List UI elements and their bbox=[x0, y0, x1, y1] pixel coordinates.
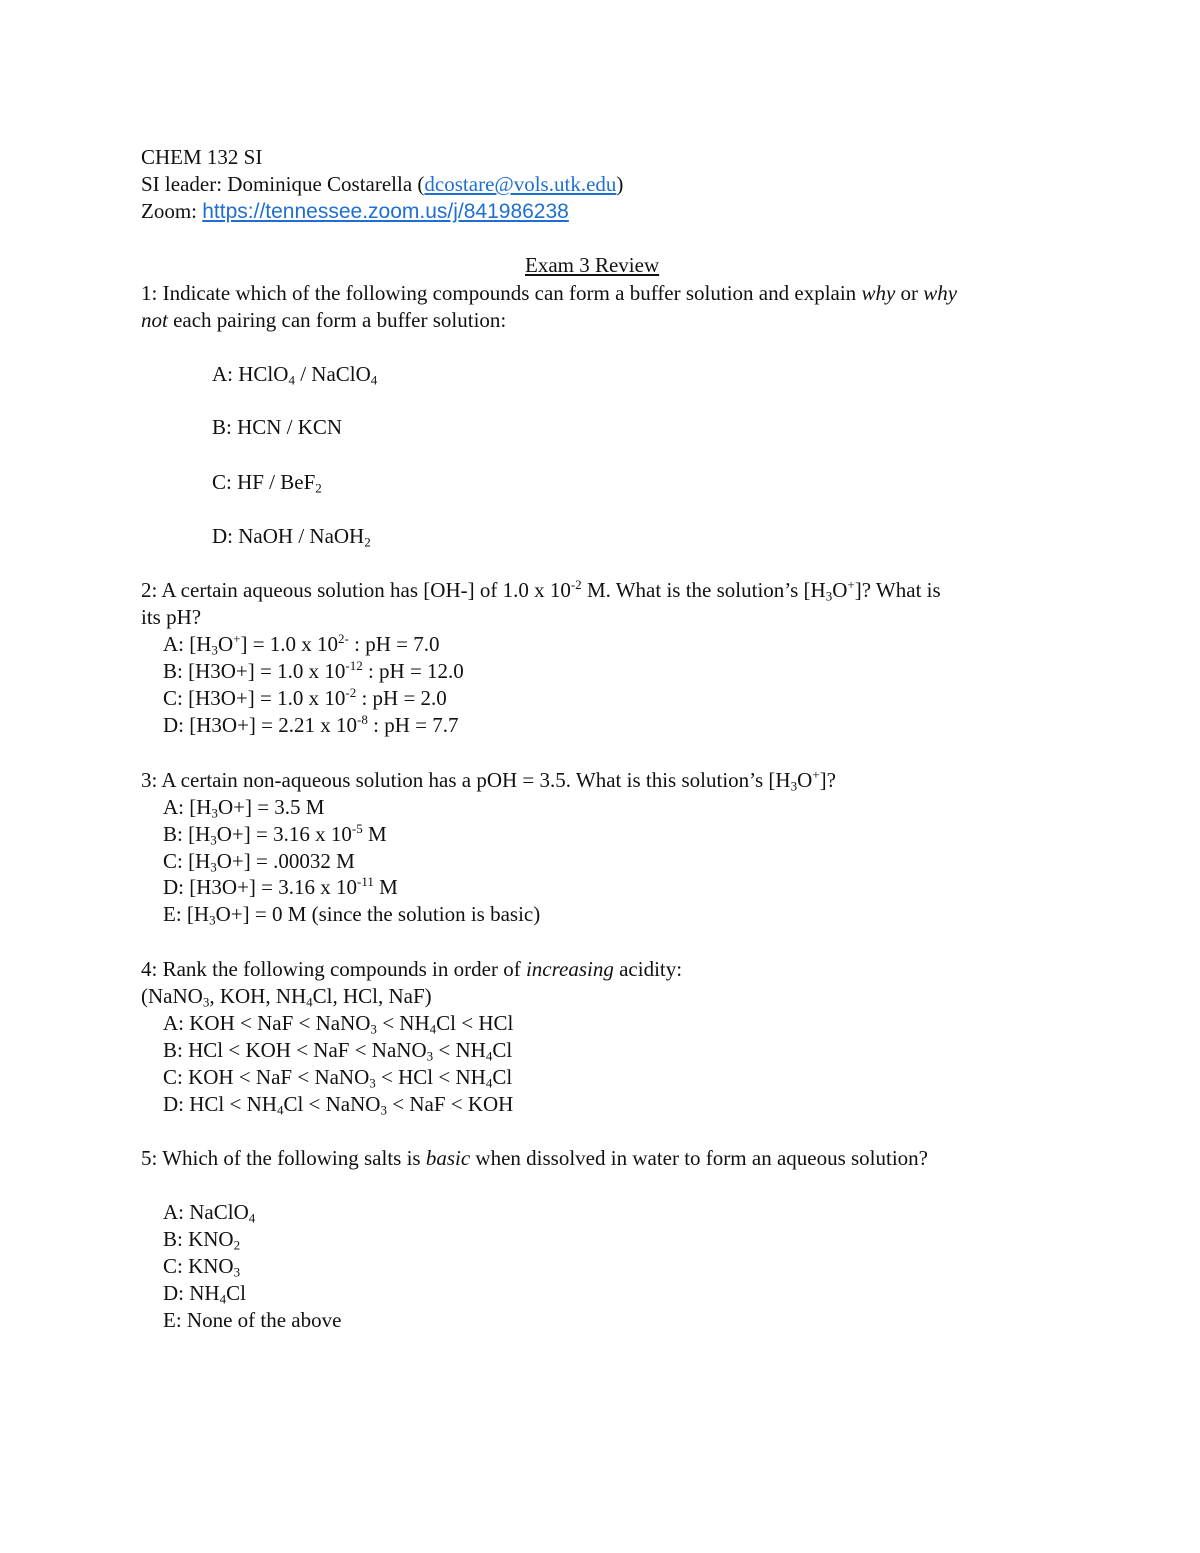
q3-option-b: B: $[H_3O+] = 3.16$ x $10^{-5}$ M bbox=[163, 821, 387, 848]
course-title: CHEM 132 SI bbox=[141, 145, 263, 169]
q3-option-c: C: $[H_3O+] = .00032$ M bbox=[163, 849, 355, 875]
si-leader-line: SI leader: Dominique Costarella (dcostare@vols.utk.edu) bbox=[141, 172, 624, 196]
question-1-text-cont: not each pairing can form a buffer solution: bbox=[141, 308, 507, 332]
q5-option-a: A: NaClO$_4$ bbox=[163, 1200, 256, 1226]
question-4-compounds: (NaNO$_3$, KOH, $NH_4Cl$, HCl, NaF) bbox=[141, 984, 432, 1010]
q3-option-e: E: $[H_3O+] = 0$ M (since the solution is basic) bbox=[163, 902, 541, 928]
page-title: Exam 3 Review bbox=[525, 253, 660, 277]
q4-option-d: D: HCl < $NH_4Cl$ < NaNO$_3$ < NaF < KOH bbox=[163, 1092, 514, 1118]
q1-option-a: A: HClO$_4$ / NaClO$_4$ bbox=[212, 362, 378, 388]
question-5-text: 5: Which of the following salts is basic when dissolved in water to form an aqueous solution? bbox=[141, 1146, 928, 1170]
q1-option-d: D: NaOH / NaOH$_2$ bbox=[212, 524, 371, 550]
question-2-text: 2: A certain aqueous solution has [OH-] of 1.0 x $10^{-2}$ M. What is the solution’s $[H_3O^+]$? What is bbox=[141, 577, 941, 604]
q1-option-b: B: HCN / KCN bbox=[212, 415, 343, 439]
zoom-line: Zoom: https://tennessee.zoom.us/j/841986238 bbox=[141, 199, 569, 223]
question-4-text: 4: Rank the following compounds in order of increasing acidity: bbox=[141, 957, 683, 981]
q5-option-b: B: $KNO_2$ bbox=[163, 1227, 241, 1253]
question-3-text: 3: A certain non-aqueous solution has a pOH = 3.5. What is this solution’s $[H_3O^+]$? bbox=[141, 767, 836, 794]
q2-option-b: B: [H3O+] = 1.0 x $10^{-12}$ : pH = 12.0 bbox=[163, 658, 464, 683]
q5-option-c: C: $KNO_3$ bbox=[163, 1254, 241, 1280]
q4-option-a: A: KOH < NaF < NaNO$_3$ < $NH_4Cl$ < HCl bbox=[163, 1011, 514, 1037]
q2-option-a: A: $[H_3O^+] = 1.0$ x $10^{2-}$ : pH = 7.0 bbox=[163, 631, 440, 658]
q5-option-e: E: None of the above bbox=[163, 1308, 342, 1332]
question-1-text: 1: Indicate which of the following compounds can form a buffer solution and explain why or why bbox=[141, 281, 958, 305]
q3-option-d: D: [H3O+] = 3.16 x $10^{-11}$ M bbox=[163, 874, 398, 899]
q2-option-c: C: [H3O+] = 1.0 x $10^{-2}$ : pH = 2.0 bbox=[163, 685, 447, 710]
q2-option-d: D: [H3O+] = 2.21 x $10^{-8}$ : pH = 7.7 bbox=[163, 712, 459, 737]
q4-option-c: C: KOH < NaF < NaNO$_3$ < HCl < $NH_4Cl$ bbox=[163, 1065, 513, 1091]
zoom-link[interactable]: https://tennessee.zoom.us/j/841986238 bbox=[202, 200, 569, 223]
q1-option-c: C: HF / BeF$_2$ bbox=[212, 470, 322, 496]
leader-email-link[interactable]: dcostare@vols.utk.edu bbox=[424, 172, 617, 196]
q4-option-b: B: HCl < KOH < NaF < NaNO$_3$ < $NH_4Cl$ bbox=[163, 1038, 513, 1064]
question-2-text-cont: its pH? bbox=[141, 605, 202, 629]
q5-option-d: D: $NH_4Cl$ bbox=[163, 1281, 246, 1307]
q3-option-a: A: $[H_3O+] = 3.5$ M bbox=[163, 795, 325, 821]
